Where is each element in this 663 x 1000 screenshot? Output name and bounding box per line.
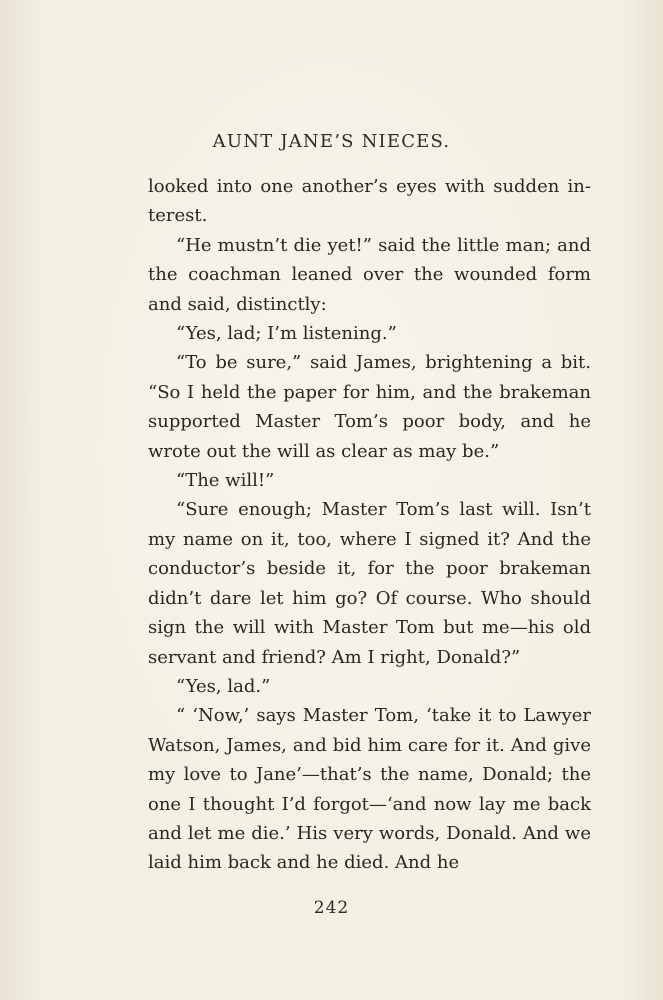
paragraph-1: looked into one another’s eyes with sudden interest.	[148, 176, 591, 227]
page-number: 242	[313, 898, 350, 918]
running-head: AUNT JANE’S NIECES.	[212, 131, 451, 152]
paragraph-5: “The will!”	[176, 470, 275, 492]
paragraph-6: “Sure enough; Master Tom’s last will. Isn’t my name on it, too, where I signed it? And the conductor’s beside it, for the poor brakeman didn’t dare let him go? Of course. Who should sign the will with Master Tom but me—his old servant and friend? Am I right, Donald?”	[148, 499, 591, 668]
paragraph-2: “He mustn’t die yet!” said the little man; and the coachman leaned over the wounded form and said, distinctly:	[148, 234, 591, 315]
paragraph-4: “To be sure,” said James, brightening a bit. “So I held the paper for him, and the brakeman supported Master Tom’s poor body, and he wrote out the will as clear as may be.”	[148, 352, 591, 462]
paragraph-8: “ ‘Now,’ says Master Tom, ‘take it to Lawyer Watson, James, and bid him care for it. And give my love to Jane’—that’s the name, Donald; the one I thought I’d forgot—‘and now lay me back and let me die.’ His very words, Donald. And we laid him back and he died. And he	[148, 705, 591, 874]
paragraph-3: “Yes, lad; I’m listening.”	[176, 323, 397, 345]
paragraph-7: “Yes, lad.”	[176, 675, 271, 697]
body-text	[148, 172, 591, 878]
